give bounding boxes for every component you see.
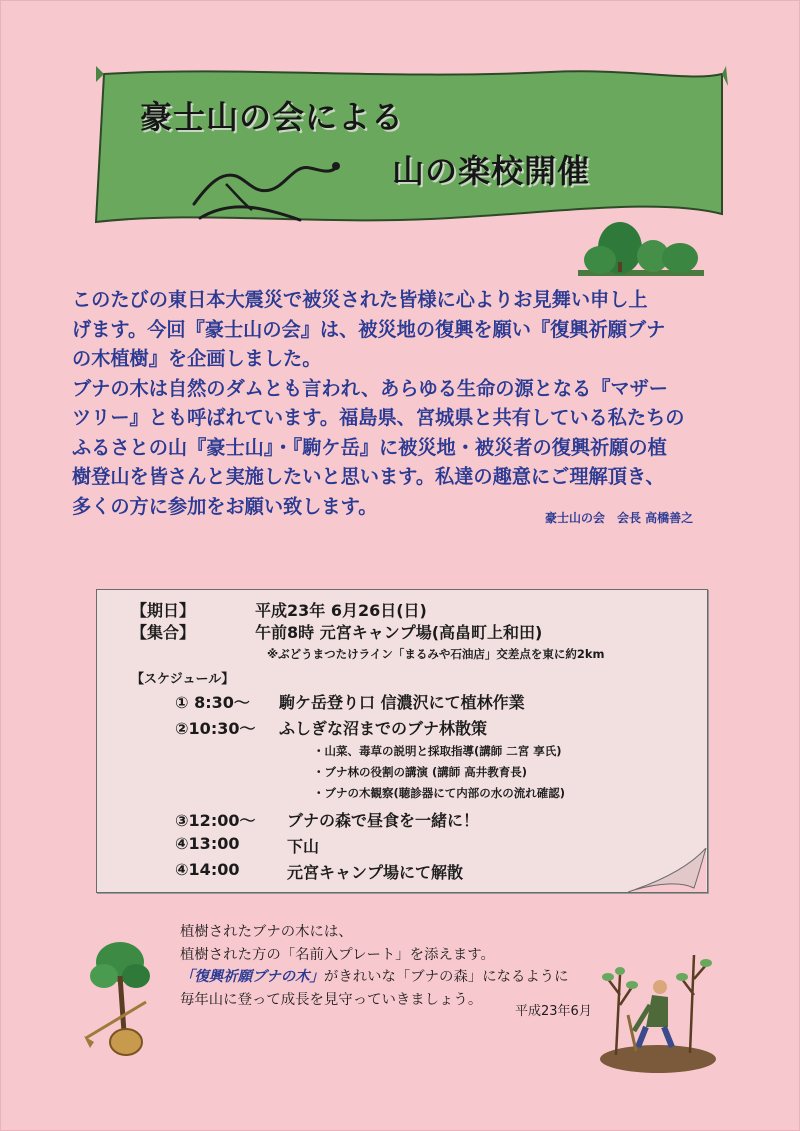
intro-line: 多くの方に参加をお願い致します。 <box>72 494 378 518</box>
intro-line: げます。今回『豪士山の会』は、被災地の復興を願い『復興祈願ブナ <box>72 317 666 341</box>
intro-line: ツリー』とも呼ばれています。福島県、宮城県と共有している私たちの <box>72 406 685 429</box>
intro-paragraph <box>72 285 740 521</box>
closing-line <box>180 966 569 989</box>
mountain-logo-icon <box>190 154 350 224</box>
intro-line: ブナの木は自然のダムとも言われ、あらゆる生命の源となる『マザー <box>72 376 668 400</box>
intro-line: ふるさとの山『豪士山』・『駒ケ岳』に被災地・被災者の復興祈願の植 <box>72 435 667 459</box>
page-curl-icon <box>628 848 708 894</box>
title-line-1: 豪士山の会による <box>140 98 405 136</box>
schedule-subitem: ・ブナ林の役割の講演 (講師 高井教育長) <box>313 765 528 779</box>
title-line-2: 山の楽校開催 <box>392 152 591 190</box>
schedule-time: ① 8:30～ <box>175 693 250 712</box>
closing-line: 植樹されたブナの木には、 <box>180 924 353 940</box>
schedule-time: ③12:00～ <box>175 811 256 830</box>
signature: 豪士山の会 会長 高橋善之 <box>545 511 694 525</box>
intro-line: 樹登山を皆さんと実施したいと思います。私達の趣意にご理解頂き、 <box>72 465 665 488</box>
highlight-phrase: 「復興祈願ブナの木」 <box>180 969 324 985</box>
schedule-text: 下山 <box>287 837 320 856</box>
schedule-text: ふしぎな沼までのブナ林散策 <box>279 719 488 738</box>
meet-value: 午前8時 元宮キャンプ場(高畠町上和田) <box>255 623 543 642</box>
intro-line: このたびの東日本大震災で被災された皆様に心よりお見舞い申し上 <box>72 288 648 311</box>
closing-message <box>180 921 569 1011</box>
schedule-text: 駒ケ岳登り口 信濃沢にて植林作業 <box>279 693 525 712</box>
trees-icon <box>578 218 708 278</box>
date-value: 平成23年 6月26日(日) <box>255 601 427 620</box>
date-label: 【期日】 <box>131 601 196 620</box>
closing-line: 植樹された方の「名前入プレート」を添えます。 <box>180 946 495 963</box>
closing-date: 平成23年6月 <box>515 1004 592 1019</box>
schedule-time: ④13:00 <box>175 834 240 853</box>
schedule-label: 【スケジュール】 <box>131 672 235 687</box>
closing-line-rest: がきれいな「ブナの森」になるように <box>323 969 569 985</box>
sapling-icon <box>84 940 174 1060</box>
schedule-box <box>96 589 708 893</box>
schedule-text: ブナの森で昼食を一緒に！ <box>287 811 480 830</box>
schedule-text: 元宮キャンプ場にて解散 <box>287 863 464 882</box>
closing-line: 毎年山に登って成長を見守っていきましょう。 <box>180 991 483 1008</box>
schedule-subitem: ・山菜、毒草の説明と採取指導(講師 二宮 享氏) <box>313 744 562 758</box>
schedule-time: ④14:00 <box>175 860 240 879</box>
meet-note: ※ぶどうまつたけライン「まるみや石油店」交差点を東に約2km <box>267 647 605 661</box>
schedule-subitem: ・ブナの木観察(聴診器にて内部の水の流れ確認) <box>313 786 566 800</box>
person-planting-icon <box>598 935 718 1075</box>
intro-line: の木植樹』を企画しました。 <box>72 347 322 370</box>
meet-label: 【集合】 <box>131 623 196 642</box>
title-banner <box>90 62 730 242</box>
schedule-time: ②10:30～ <box>175 719 256 738</box>
